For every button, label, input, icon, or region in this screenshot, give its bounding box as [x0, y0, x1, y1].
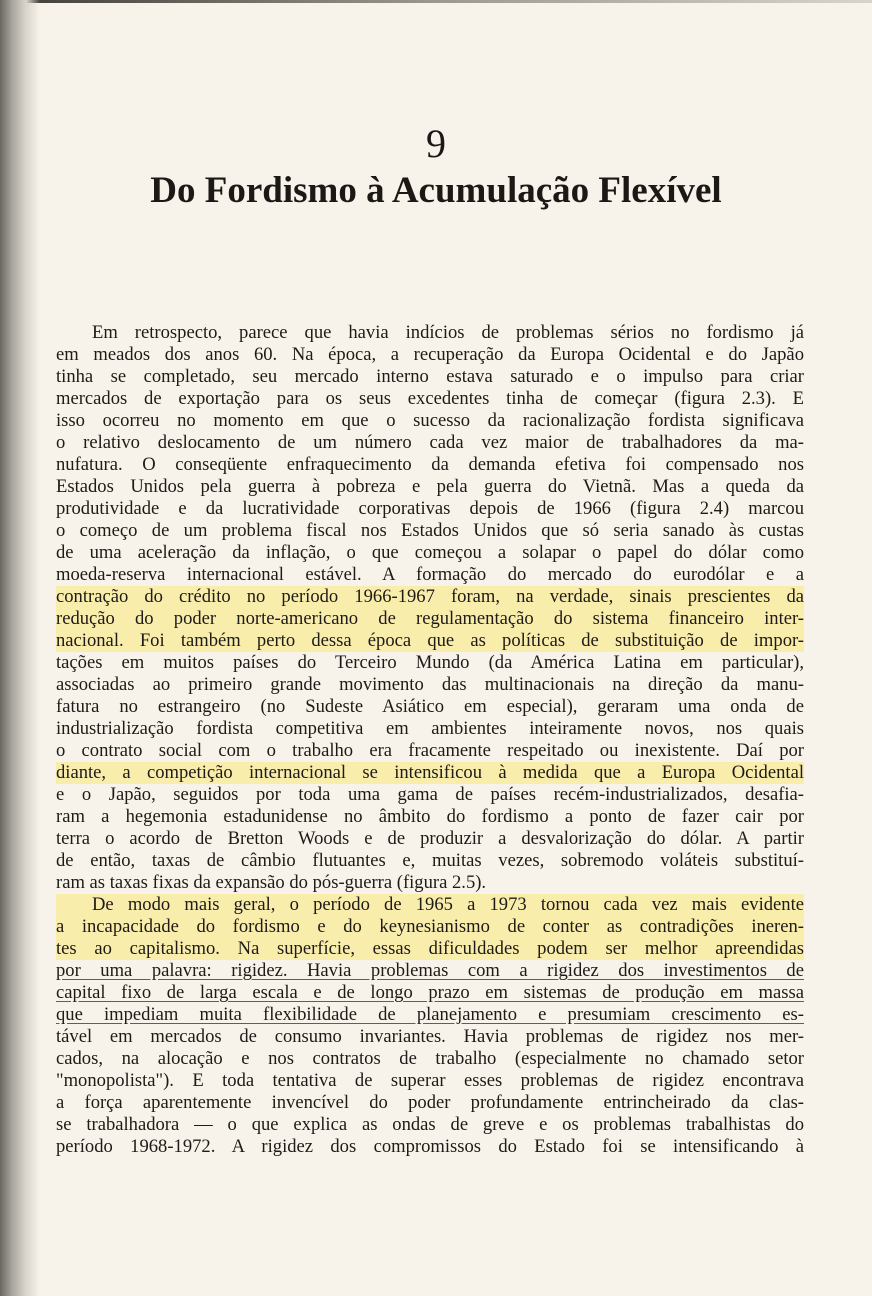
text-line-highlighted: a incapacidade do fordismo e do keynesianismo de conter as contradições ineren- [56, 916, 804, 937]
text-line: Estados Unidos pela guerra à pobreza e pela guerra do Vietnã. Mas a queda da [56, 476, 804, 497]
text-line: em meados dos anos 60. Na época, a recuperação da Europa Ocidental e do Japão [56, 344, 804, 365]
text-line: industrialização fordista competitiva em ambientes inteiramente novos, nos quais [56, 718, 804, 739]
text-line: isso ocorreu no momento em que o sucesso da racionalização fordista significava [56, 410, 804, 431]
text-line: período 1968-1972. A rigidez dos compromissos do Estado foi se intensificando à [56, 1136, 804, 1157]
text-line: moeda-reserva internacional estável. A formação do mercado do eurodólar e a [56, 564, 804, 585]
text-line: se trabalhadora — o que explica as ondas de greve e os problemas trabalhistas do [56, 1114, 804, 1135]
text-line-highlighted: diante, a competição internacional se intensificou à medida que a Europa Ocidental [56, 762, 804, 783]
text-line: fatura no estrangeiro (no Sudeste Asiático em especial), geraram uma onda de [56, 696, 804, 717]
page-top-edge [0, 0, 872, 3]
text-line: cados, na alocação e nos contratos de trabalho (especialmente no chamado setor [56, 1048, 804, 1069]
text-line: nufatura. O conseqüente enfraquecimento da demanda efetiva foi compensado nos [56, 454, 804, 475]
text-line: produtividade e da lucratividade corporativas depois de 1966 (figura 2.4) marcou [56, 498, 804, 519]
text-line: ram a hegemonia estadunidense no âmbito do fordismo a ponto de fazer cair por [56, 806, 804, 827]
text-line: terra o acordo de Bretton Woods e de produzir a desvalorização do dólar. A partir [56, 828, 804, 849]
text-line: o relativo deslocamento de um número cada vez maior de trabalhadores da ma- [56, 432, 804, 453]
text-line-pen-marked: que impediam muita flexibilidade de planejamento e presumiam crescimento es- [56, 1004, 804, 1025]
text-line: o contrato social com o trabalho era fracamente respeitado ou inexistente. Daí por [56, 740, 804, 761]
text-line-highlighted: nacional. Foi também perto dessa época que as políticas de substituição de impor- [56, 630, 804, 651]
chapter-number: 9 [426, 121, 446, 166]
text-line: tinha se completado, seu mercado interno estava saturado e o impulso para criar [56, 366, 804, 387]
text-line-pen-marked: capital fixo de larga escala e de longo prazo em sistemas de produção em massa [56, 982, 804, 1003]
text-line: a força aparentemente invencível do poder profundamente entrincheirado da clas- [56, 1092, 804, 1113]
text-line: de uma aceleração da inflação, o que começou a solapar o papel do dólar como [56, 542, 804, 563]
text-line-highlighted: De modo mais geral, o período de 1965 a 1973 tornou cada vez mais evidente [56, 894, 804, 916]
text-line: ram as taxas fixas da expansão do pós-guerra (figura 2.5). [56, 872, 487, 893]
chapter-title: Do Fordismo à Acumulação Flexível [150, 170, 722, 211]
text-line-highlighted: redução do poder norte-americano de regulamentação do sistema financeiro inter- [56, 608, 804, 629]
text-line: o começo de um problema fiscal nos Estados Unidos que só seria sanado às custas [56, 520, 804, 541]
text-line: associadas ao primeiro grande movimento das multinacionais na direção da manu- [56, 674, 804, 695]
text-line: tações em muitos países do Terceiro Mundo (da América Latina em particular), [56, 652, 804, 673]
text-line: Em retrospecto, parece que havia indícios de problemas sérios no fordismo já [92, 322, 804, 343]
text-line: "monopolista"). E toda tentativa de superar esses problemas de rigidez encontrava [56, 1070, 804, 1091]
text-line-pen-marked: por uma palavra: rigidez. Havia problemas com a rigidez dos investimentos de [56, 960, 804, 981]
text-line: e o Japão, seguidos por toda uma gama de países recém-industrializados, desafia- [56, 784, 804, 805]
body-text [56, 322, 804, 1158]
text-line: tável em mercados de consumo invariantes. Havia problemas de rigidez nos mer- [56, 1026, 804, 1047]
text-line: de então, taxas de câmbio flutuantes e, muitas vezes, sobremodo voláteis substituí- [56, 850, 804, 871]
text-line-highlighted: contração do crédito no período 1966-1967 foram, na verdade, sinais prescientes da [56, 586, 804, 607]
text-line: mercados de exportação para os seus excedentes tinha de começar (figura 2.3). E [56, 388, 804, 409]
text-line-highlighted: tes ao capitalismo. Na superfície, essas dificuldades podem ser melhor apreendidas [56, 938, 804, 959]
